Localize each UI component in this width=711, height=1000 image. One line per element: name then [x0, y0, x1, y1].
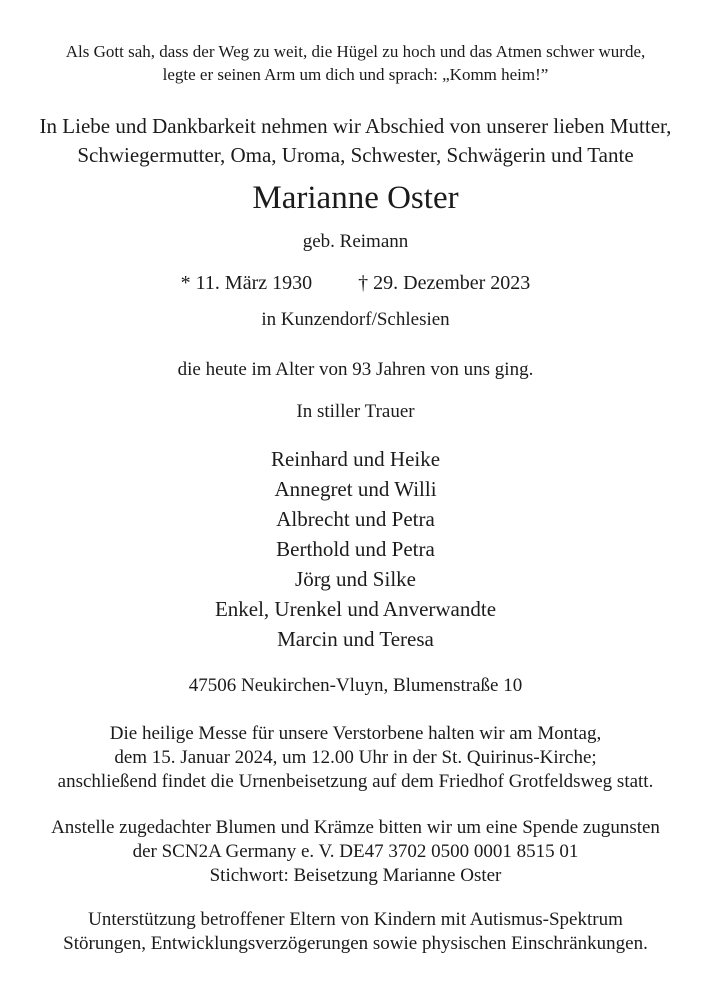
farewell-intro-line-2: Schwiegermutter, Oma, Uroma, Schwester, Schwägerin und Tante — [77, 143, 634, 167]
donation-iban-line: der SCN2A Germany e. V. DE47 3702 0500 0001 8515 01 — [132, 841, 579, 862]
mourners-list — [0, 444, 711, 654]
donation-line-1: Anstelle zugedachter Blumen und Krämze bitten wir um eine Spende zugunsten — [51, 817, 660, 838]
mourner-line: Albrecht und Petra — [276, 507, 435, 531]
donation-keyword-line: Stichwort: Beisetzung Marianne Oster — [209, 865, 502, 886]
farewell-intro — [0, 112, 711, 170]
mourning-intro: In stiller Trauer — [296, 401, 415, 422]
birthplace: in Kunzendorf/Schlesien — [261, 309, 450, 330]
birth-date: * 11. März 1930 — [180, 272, 313, 294]
quote-line-1: Als Gott sah, dass der Weg zu weit, die Hügel zu hoch und das Atmen schwer wurde, — [65, 42, 646, 61]
age-line: die heute im Alter von 93 Jahren von uns ging. — [177, 359, 534, 380]
family-address: 47506 Neukirchen-Vluyn, Blumenstraße 10 — [188, 675, 523, 696]
charity-purpose — [0, 908, 711, 956]
service-line-3: anschließend findet die Urnenbeisetzung auf dem Friedhof Grotfeldsweg statt. — [57, 771, 654, 792]
mourner-line: Enkel, Urenkel und Anverwandte — [214, 597, 497, 621]
donation-request — [0, 816, 711, 888]
death-date: † 29. Dezember 2023 — [358, 272, 531, 294]
opening-quote — [0, 40, 711, 86]
life-dates — [0, 270, 711, 296]
mourner-line: Jörg und Silke — [295, 567, 416, 591]
deceased-name: Marianne Oster — [252, 180, 459, 216]
farewell-intro-line-1: In Liebe und Dankbarkeit nehmen wir Abschied von unserer lieben Mutter, — [39, 114, 672, 138]
maiden-name: geb. Reimann — [302, 231, 409, 252]
mourner-line: Marcin und Teresa — [277, 627, 434, 651]
service-line-2: dem 15. Januar 2024, um 12.00 Uhr in der St. Quirinus-Kirche; — [114, 747, 597, 768]
charity-purpose-line-1: Unterstützung betroffener Eltern von Kindern mit Autismus-Spektrum — [88, 909, 623, 930]
funeral-service-info — [0, 722, 711, 794]
mourner-line: Annegret und Willi — [274, 477, 437, 501]
charity-purpose-line-2: Störungen, Entwicklungsverzögerungen sowie physischen Einschränkungen. — [63, 933, 648, 954]
mourner-line: Reinhard und Heike — [270, 447, 441, 471]
mourner-line: Berthold und Petra — [276, 537, 435, 561]
service-line-1: Die heilige Messe für unsere Verstorbene halten wir am Montag, — [109, 723, 602, 744]
quote-line-2: legte er seinen Arm um dich und sprach: „Komm heim!” — [162, 65, 549, 84]
